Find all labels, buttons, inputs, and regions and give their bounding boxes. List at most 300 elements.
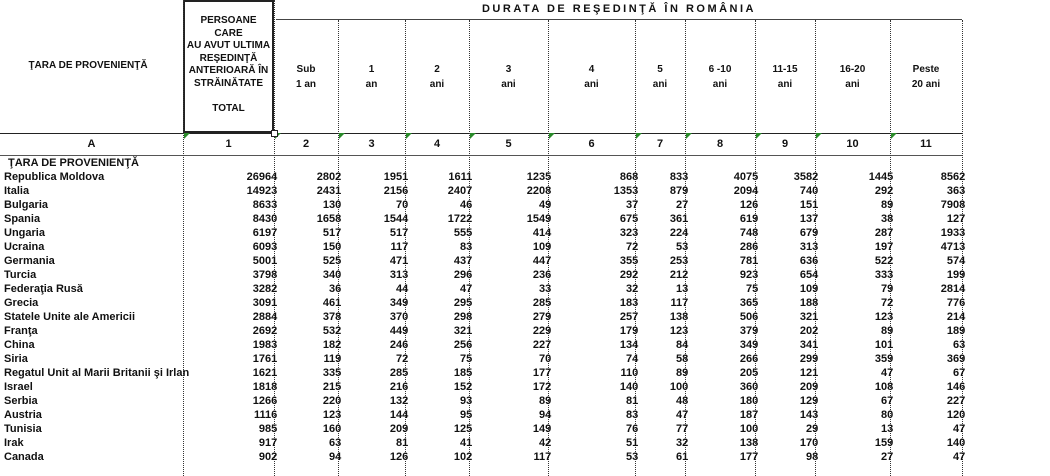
value-cell[interactable]: 14923 (246, 185, 278, 197)
value-cell[interactable]: 26964 (246, 171, 278, 183)
table-row (0, 366, 968, 380)
value-cell[interactable]: 83 (625, 409, 639, 421)
value-cell[interactable]: 619 (739, 213, 759, 225)
value-cell[interactable]: 1658 (316, 213, 342, 225)
country-cell[interactable]: Statele Unite ale Americii (4, 311, 136, 323)
value-cell[interactable]: 522 (874, 255, 894, 267)
country-cell[interactable]: Germania (4, 255, 55, 267)
value-cell[interactable]: 144 (389, 409, 409, 421)
value-cell[interactable]: 102 (453, 451, 473, 463)
value-cell[interactable]: 117 (390, 241, 409, 253)
comment-marker-icon (406, 133, 412, 139)
value-cell[interactable]: 79 (880, 283, 894, 295)
value-cell[interactable]: 179 (619, 325, 639, 337)
value-cell[interactable]: 46 (459, 199, 473, 211)
value-cell[interactable]: 3582 (793, 171, 819, 183)
index-label: 3 (368, 138, 375, 150)
value-cell[interactable]: 121 (799, 367, 819, 379)
country-cell[interactable]: Israel (4, 381, 33, 393)
value-cell[interactable]: 53 (675, 241, 689, 253)
value-cell[interactable]: 3091 (252, 297, 278, 309)
country-cell[interactable]: Serbia (4, 395, 38, 407)
value-cell[interactable]: 214 (946, 311, 966, 323)
value-cell[interactable]: 833 (669, 171, 689, 183)
value-cell[interactable]: 985 (258, 423, 278, 435)
value-cell[interactable]: 781 (739, 255, 759, 267)
value-cell[interactable]: 150 (322, 241, 342, 253)
table-row (0, 338, 968, 352)
value-cell[interactable]: 109 (532, 241, 552, 253)
value-cell[interactable]: 127 (946, 213, 966, 225)
value-cell[interactable]: 183 (619, 297, 639, 309)
value-cell[interactable]: 98 (805, 451, 819, 463)
value-cell[interactable]: 340 (322, 269, 342, 281)
value-cell[interactable]: 172 (532, 381, 552, 393)
value-cell[interactable]: 321 (453, 325, 473, 337)
value-cell[interactable]: 8562 (940, 171, 966, 183)
duration-col-header[interactable] (755, 62, 815, 92)
value-cell[interactable]: 1951 (383, 171, 409, 183)
value-cell[interactable]: 95 (459, 409, 473, 421)
value-cell[interactable]: 359 (874, 353, 894, 365)
index-label: 4 (433, 138, 441, 150)
table-row (0, 380, 968, 394)
index-cell[interactable] (469, 133, 548, 155)
value-cell[interactable]: 298 (453, 311, 473, 323)
value-cell[interactable]: 1544 (383, 213, 409, 225)
value-cell[interactable]: 1611 (448, 171, 473, 183)
value-cell[interactable]: 94 (328, 451, 342, 463)
value-cell[interactable]: 94 (538, 409, 552, 421)
table-row (0, 436, 968, 450)
value-cell[interactable]: 471 (389, 255, 409, 267)
value-cell[interactable]: 182 (322, 339, 342, 351)
country-cell[interactable]: Austria (4, 409, 42, 421)
value-cell[interactable]: 917 (258, 437, 278, 449)
value-cell[interactable]: 215 (322, 381, 342, 393)
value-cell[interactable]: 80 (880, 409, 894, 421)
value-cell[interactable]: 47 (880, 367, 894, 379)
value-cell[interactable]: 2814 (940, 283, 966, 295)
value-cell[interactable]: 3282 (252, 283, 278, 295)
value-cell[interactable]: 67 (880, 395, 894, 407)
value-cell[interactable]: 286 (739, 241, 759, 253)
value-cell[interactable]: 279 (532, 311, 552, 323)
value-cell[interactable]: 7908 (940, 199, 966, 211)
index-label: 6 (588, 138, 595, 150)
value-cell[interactable]: 8633 (252, 199, 278, 211)
value-cell[interactable]: 75 (745, 283, 759, 295)
value-cell[interactable]: 2407 (447, 185, 473, 197)
value-cell[interactable]: 229 (532, 325, 552, 337)
value-cell[interactable]: 140 (619, 381, 639, 393)
value-cell[interactable]: 32 (625, 283, 639, 295)
value-cell[interactable]: 2208 (526, 185, 552, 197)
value-cell[interactable]: 1116 (253, 409, 278, 421)
value-cell[interactable]: 379 (739, 325, 759, 337)
value-cell[interactable]: 126 (739, 199, 759, 211)
value-cell[interactable]: 109 (799, 283, 819, 295)
index-cell[interactable] (755, 133, 815, 155)
value-cell[interactable]: 216 (389, 381, 409, 393)
table-row (0, 170, 968, 184)
value-cell[interactable]: 285 (532, 297, 552, 309)
value-cell[interactable]: 517 (389, 227, 409, 239)
value-cell[interactable]: 414 (532, 227, 552, 239)
value-cell[interactable]: 76 (625, 423, 639, 435)
value-cell[interactable]: 188 (799, 297, 819, 309)
value-cell[interactable]: 63 (952, 339, 966, 351)
table-row (0, 240, 968, 254)
value-cell[interactable]: 246 (389, 339, 409, 351)
value-cell[interactable]: 902 (258, 451, 278, 463)
value-cell[interactable]: 321 (799, 311, 819, 323)
value-cell[interactable]: 123 (874, 311, 894, 323)
index-cell[interactable] (685, 133, 755, 155)
total-header-line: ANTERIOARĂ ÎN (188, 65, 269, 76)
value-cell[interactable]: 224 (669, 227, 689, 239)
value-cell[interactable]: 341 (799, 339, 819, 351)
value-cell[interactable]: 292 (619, 269, 639, 281)
country-cell[interactable]: Ucraina (4, 241, 45, 253)
value-cell[interactable]: 323 (619, 227, 639, 239)
value-cell[interactable]: 119 (323, 353, 342, 365)
country-cell[interactable]: Siria (4, 353, 28, 365)
country-cell[interactable]: Irak (4, 437, 24, 449)
value-cell[interactable]: 2156 (383, 185, 409, 197)
country-cell[interactable]: Canada (4, 451, 44, 463)
value-cell[interactable]: 256 (453, 339, 473, 351)
country-cell[interactable]: Grecia (4, 297, 39, 309)
value-cell[interactable]: 506 (739, 311, 759, 323)
value-cell[interactable]: 209 (799, 381, 819, 393)
value-cell[interactable]: 296 (453, 269, 473, 281)
value-cell[interactable]: 140 (946, 437, 966, 449)
value-cell[interactable]: 266 (739, 353, 759, 365)
value-cell[interactable]: 27 (880, 451, 894, 463)
value-cell[interactable]: 209 (389, 423, 409, 435)
value-cell[interactable]: 369 (946, 353, 966, 365)
value-cell[interactable]: 49 (538, 199, 552, 211)
value-cell[interactable]: 6197 (252, 227, 278, 239)
value-cell[interactable]: 93 (459, 395, 473, 407)
value-cell[interactable]: 130 (322, 199, 342, 211)
comment-marker-icon (470, 133, 476, 139)
value-cell[interactable]: 67 (952, 367, 966, 379)
value-cell[interactable]: 363 (946, 185, 966, 197)
value-cell[interactable]: 313 (799, 241, 819, 253)
index-cell[interactable] (635, 133, 685, 155)
value-cell[interactable]: 101 (874, 339, 894, 351)
country-cell[interactable]: Franţa (4, 325, 38, 337)
value-cell[interactable]: 146 (946, 381, 966, 393)
value-cell[interactable]: 2802 (316, 171, 342, 183)
value-cell[interactable]: 61 (675, 451, 689, 463)
value-cell[interactable]: 361 (669, 213, 689, 225)
value-cell[interactable]: 89 (675, 367, 689, 379)
value-cell[interactable]: 117 (533, 451, 552, 463)
value-cell[interactable]: 574 (946, 255, 966, 267)
value-cell[interactable]: 1933 (940, 227, 966, 239)
value-cell[interactable]: 437 (453, 255, 473, 267)
value-cell[interactable]: 72 (880, 297, 894, 309)
value-cell[interactable]: 299 (799, 353, 819, 365)
value-cell[interactable]: 72 (625, 241, 639, 253)
index-cell[interactable] (338, 133, 405, 155)
value-cell[interactable]: 123 (322, 409, 342, 421)
value-cell[interactable]: 923 (739, 269, 759, 281)
duration-col-line1: 1 (368, 64, 375, 75)
total-column-header[interactable] (183, 0, 274, 133)
value-cell[interactable]: 555 (453, 227, 473, 239)
country-cell[interactable]: Ungaria (4, 227, 45, 239)
value-cell[interactable]: 177 (739, 451, 759, 463)
value-cell[interactable]: 447 (532, 255, 552, 267)
value-cell[interactable]: 4075 (733, 171, 759, 183)
value-cell[interactable]: 313 (389, 269, 409, 281)
value-cell[interactable]: 151 (799, 199, 819, 211)
country-column-header[interactable]: ŢARA DE PROVENIENŢĂ (28, 60, 148, 71)
value-cell[interactable]: 292 (874, 185, 894, 197)
value-cell[interactable]: 675 (619, 213, 639, 225)
value-cell[interactable]: 125 (453, 423, 473, 435)
country-cell[interactable]: Republica Moldova (4, 171, 105, 183)
value-cell[interactable]: 47 (952, 423, 966, 435)
value-cell[interactable]: 197 (874, 241, 894, 253)
value-cell[interactable]: 32 (675, 437, 689, 449)
duration-col-header[interactable] (548, 62, 635, 92)
value-cell[interactable]: 33 (538, 283, 552, 295)
value-cell[interactable]: 333 (874, 269, 894, 281)
country-cell[interactable]: Regatul Unit al Marii Britanii şi Irlan (4, 367, 190, 379)
value-cell[interactable]: 525 (322, 255, 342, 267)
value-cell[interactable]: 159 (874, 437, 894, 449)
value-cell[interactable]: 48 (675, 395, 689, 407)
table-row (0, 296, 968, 310)
value-cell[interactable]: 1353 (613, 185, 639, 197)
value-cell[interactable]: 77 (675, 423, 689, 435)
value-cell[interactable]: 81 (395, 437, 409, 449)
value-cell[interactable]: 152 (453, 381, 473, 393)
duration-col-line1: 3 (505, 64, 512, 75)
value-cell[interactable]: 160 (322, 423, 342, 435)
value-cell[interactable]: 449 (389, 325, 409, 337)
value-cell[interactable]: 53 (625, 451, 639, 463)
value-cell[interactable]: 100 (739, 423, 759, 435)
index-cell[interactable] (815, 133, 890, 155)
value-cell[interactable]: 2094 (733, 185, 759, 197)
country-cell[interactable]: Italia (4, 185, 30, 197)
value-cell[interactable]: 132 (389, 395, 409, 407)
value-cell[interactable]: 70 (395, 199, 409, 211)
value-cell[interactable]: 5001 (252, 255, 278, 267)
value-cell[interactable]: 2884 (252, 311, 278, 323)
value-cell[interactable]: 44 (395, 283, 409, 295)
value-cell[interactable]: 36 (328, 283, 342, 295)
value-cell[interactable]: 461 (322, 297, 342, 309)
value-cell[interactable]: 187 (739, 409, 759, 421)
value-cell[interactable]: 143 (799, 409, 819, 421)
value-cell[interactable]: 227 (946, 395, 966, 407)
value-cell[interactable]: 378 (322, 311, 342, 323)
value-cell[interactable]: 227 (532, 339, 552, 351)
value-cell[interactable]: 75 (459, 353, 473, 365)
value-cell[interactable]: 63 (328, 437, 342, 449)
value-cell[interactable]: 100 (669, 381, 689, 393)
duration-col-header[interactable] (274, 62, 338, 92)
value-cell[interactable]: 58 (675, 353, 689, 365)
table-row (0, 450, 968, 464)
value-cell[interactable]: 748 (739, 227, 759, 239)
duration-col-line2: 20 ani (911, 79, 941, 90)
value-cell[interactable]: 170 (799, 437, 819, 449)
index-cell[interactable] (890, 133, 962, 155)
value-cell[interactable]: 287 (874, 227, 894, 239)
value-cell[interactable]: 257 (619, 311, 639, 323)
value-cell[interactable]: 108 (874, 381, 894, 393)
value-cell[interactable]: 70 (538, 353, 552, 365)
value-cell[interactable]: 84 (675, 339, 689, 351)
duration-col-header[interactable] (685, 62, 755, 92)
country-cell[interactable]: Tunisia (4, 423, 42, 435)
value-cell[interactable]: 349 (389, 297, 409, 309)
value-cell[interactable]: 51 (625, 437, 639, 449)
duration-col-header[interactable] (635, 62, 685, 92)
index-cell[interactable] (183, 133, 274, 155)
value-cell[interactable]: 1621 (252, 367, 278, 379)
value-cell[interactable]: 120 (946, 409, 966, 421)
value-cell[interactable]: 517 (322, 227, 342, 239)
comment-marker-icon (891, 133, 897, 139)
selection-handle[interactable] (271, 130, 278, 137)
value-cell[interactable]: 138 (739, 437, 759, 449)
value-cell[interactable]: 868 (619, 171, 639, 183)
value-cell[interactable]: 1235 (526, 171, 552, 183)
value-cell[interactable]: 117 (670, 297, 689, 309)
value-cell[interactable]: 679 (799, 227, 819, 239)
duration-col-header[interactable] (338, 62, 405, 92)
value-cell[interactable]: 13 (880, 423, 894, 435)
value-cell[interactable]: 1818 (252, 381, 278, 393)
value-cell[interactable]: 47 (675, 409, 689, 421)
value-cell[interactable]: 654 (799, 269, 819, 281)
index-label: 11 (920, 138, 932, 150)
value-cell[interactable]: 110 (620, 367, 639, 379)
index-label: 2 (302, 138, 310, 150)
country-cell[interactable]: Bulgaria (4, 199, 49, 211)
country-cell[interactable]: Turcia (4, 269, 37, 281)
duration-col-header[interactable] (469, 62, 548, 92)
value-cell[interactable]: 138 (669, 311, 689, 323)
value-cell[interactable]: 360 (739, 381, 759, 393)
value-cell[interactable]: 129 (799, 395, 819, 407)
value-cell[interactable]: 189 (946, 325, 966, 337)
value-cell[interactable]: 47 (952, 451, 966, 463)
value-cell[interactable]: 8430 (252, 213, 278, 225)
index-cell[interactable] (548, 133, 635, 155)
value-cell[interactable]: 220 (322, 395, 342, 407)
value-cell[interactable]: 636 (799, 255, 819, 267)
value-cell[interactable]: 199 (946, 269, 966, 281)
value-cell[interactable]: 3798 (252, 269, 278, 281)
value-cell[interactable]: 42 (538, 437, 552, 449)
value-cell[interactable]: 2692 (252, 325, 278, 337)
value-cell[interactable]: 285 (389, 367, 409, 379)
value-cell[interactable]: 47 (459, 283, 473, 295)
value-cell[interactable]: 365 (739, 297, 759, 309)
value-cell[interactable]: 740 (799, 185, 819, 197)
comment-marker-icon (636, 133, 642, 139)
value-cell[interactable]: 72 (395, 353, 409, 365)
country-cell[interactable]: Federaţia Rusă (4, 283, 83, 295)
duration-col-header[interactable] (405, 62, 469, 92)
duration-col-header[interactable] (815, 62, 890, 92)
value-cell[interactable]: 349 (739, 339, 759, 351)
value-cell[interactable]: 89 (538, 395, 552, 407)
value-cell[interactable]: 335 (322, 367, 342, 379)
value-cell[interactable]: 6093 (252, 241, 278, 253)
value-cell[interactable]: 41 (459, 437, 473, 449)
value-cell[interactable]: 776 (946, 297, 966, 309)
value-cell[interactable]: 879 (669, 185, 689, 197)
value-cell[interactable]: 123 (669, 325, 689, 337)
value-cell[interactable]: 177 (532, 367, 552, 379)
value-cell[interactable]: 149 (532, 423, 552, 435)
value-cell[interactable]: 137 (799, 213, 819, 225)
country-cell[interactable]: China (4, 339, 35, 351)
value-cell[interactable]: 212 (669, 269, 689, 281)
value-cell[interactable]: 180 (739, 395, 759, 407)
value-cell[interactable]: 1445 (868, 171, 894, 183)
value-cell[interactable]: 37 (625, 199, 639, 211)
value-cell[interactable]: 355 (619, 255, 639, 267)
country-cell[interactable]: Spania (4, 213, 41, 225)
value-cell[interactable]: 205 (739, 367, 759, 379)
duration-col-header[interactable] (890, 62, 962, 92)
value-cell[interactable]: 81 (625, 395, 639, 407)
value-cell[interactable]: 83 (459, 241, 473, 253)
value-cell[interactable]: 13 (675, 283, 689, 295)
value-cell[interactable]: 202 (799, 325, 819, 337)
value-cell[interactable]: 370 (389, 311, 409, 323)
value-cell[interactable]: 29 (805, 423, 819, 435)
value-cell[interactable]: 89 (880, 199, 894, 211)
value-cell[interactable]: 134 (619, 339, 639, 351)
duration-col-line1: 4 (588, 64, 595, 75)
value-cell[interactable]: 1983 (252, 339, 278, 351)
index-cell[interactable] (274, 133, 338, 155)
value-cell[interactable]: 4713 (940, 241, 966, 253)
value-cell[interactable]: 74 (625, 353, 639, 365)
value-cell[interactable]: 185 (453, 367, 473, 379)
index-cell[interactable] (405, 133, 469, 155)
value-cell[interactable]: 126 (389, 451, 409, 463)
value-cell[interactable]: 1761 (252, 353, 278, 365)
value-cell[interactable]: 532 (322, 325, 342, 337)
value-cell[interactable]: 38 (880, 213, 894, 225)
value-cell[interactable]: 1549 (526, 213, 552, 225)
value-cell[interactable]: 27 (675, 199, 689, 211)
value-cell[interactable]: 1266 (252, 395, 278, 407)
value-cell[interactable]: 2431 (316, 185, 342, 197)
total-header-text (185, 2, 272, 115)
value-cell[interactable]: 253 (669, 255, 689, 267)
value-cell[interactable]: 295 (453, 297, 473, 309)
value-cell[interactable]: 89 (880, 325, 894, 337)
value-cell[interactable]: 1722 (447, 213, 473, 225)
value-cell[interactable]: 236 (532, 269, 552, 281)
index-cell[interactable] (0, 133, 183, 155)
